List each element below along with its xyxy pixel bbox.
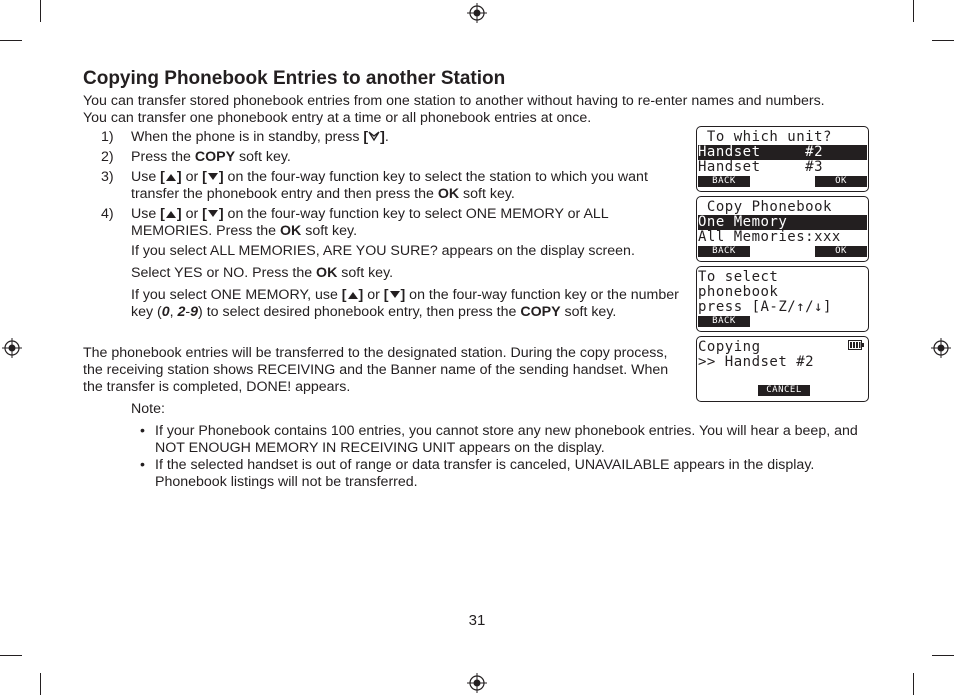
step-text: soft key. — [459, 186, 515, 202]
step-text: soft key. — [560, 304, 617, 320]
ok-softkey[interactable]: OK — [815, 176, 867, 187]
lcd-line: phonebook — [698, 284, 779, 300]
step-text: Use — [131, 206, 161, 222]
number-key-2: 2 — [177, 304, 186, 320]
step-text: on the four-way function key to select the station to which you want transfer the phonebook entry and then press the — [131, 169, 648, 202]
registration-mark-icon — [931, 338, 951, 358]
bracket: ] — [176, 206, 182, 222]
registration-mark-icon — [467, 3, 487, 23]
crop-mark — [0, 40, 22, 41]
step-text: or — [363, 287, 384, 303]
back-softkey[interactable]: BACK — [698, 246, 750, 257]
lcd-line: To select — [698, 269, 779, 285]
bracket: ] — [380, 129, 385, 145]
transfer-paragraph: The phonebook entries will be transferred to the designated station. During the copy process, the receiving station shows RECEIVING and the Banner name of the sending handset. When the transfer is completed, DONE! appears. — [83, 345, 669, 395]
step-text: Select YES or NO. Press the — [131, 265, 317, 281]
ok-key-label: OK — [437, 186, 460, 202]
crop-mark — [932, 40, 954, 41]
step-text: . — [384, 129, 389, 145]
lcd-line: >> Handset #2 — [698, 354, 815, 370]
bracket: ] — [218, 206, 224, 222]
number-key-9: 9 — [190, 304, 199, 320]
note-label: Note: — [131, 401, 165, 417]
bullet: • — [140, 423, 145, 439]
bracket: ] — [218, 169, 224, 185]
step-2 — [83, 149, 683, 166]
up-arrow-icon — [165, 172, 177, 182]
lcd-line-selected: Handset #2 — [698, 145, 867, 160]
bracket: [ — [363, 129, 369, 145]
page-title: Copying Phonebook Entries to another Station — [83, 68, 506, 89]
bracket: [ — [383, 287, 389, 303]
lcd-line: To which unit? — [698, 129, 832, 145]
step-text: on the four-way function key to select ONE MEMORY or ALL MEMORIES. Press the — [131, 206, 609, 239]
step-text: soft key. — [301, 223, 358, 239]
crop-mark — [0, 655, 22, 656]
step-text: Press the — [131, 149, 195, 165]
lcd-screen-copying — [696, 336, 869, 402]
sub-paragraph-select-yes-no — [131, 265, 683, 282]
step-number: 4) — [101, 206, 114, 222]
registration-mark-icon — [2, 338, 22, 358]
phonebook-key-icon — [368, 130, 380, 142]
bracket: [ — [202, 169, 207, 185]
note-text: If the selected handset is out of range or data transfer is canceled, UNAVAILABLE appears in the display. Phonebook listings will not be transferred. — [155, 457, 815, 490]
bracket: [ — [160, 169, 165, 185]
number-key-0: 0 — [161, 304, 170, 320]
bracket: ] — [358, 287, 364, 303]
step-text: or — [181, 169, 203, 185]
note-item — [131, 457, 871, 491]
back-softkey[interactable]: BACK — [698, 176, 750, 187]
notes-list — [131, 423, 871, 491]
crop-mark — [40, 0, 41, 22]
bracket: ] — [176, 169, 182, 185]
lcd-line: All Memories:xxx — [698, 229, 841, 245]
crop-mark — [913, 673, 914, 695]
softkey-bar — [698, 176, 867, 187]
crop-mark — [932, 655, 954, 656]
back-softkey[interactable]: BACK — [698, 316, 750, 327]
bracket: ] — [400, 287, 406, 303]
lcd-line-selected: One Memory — [698, 215, 867, 230]
down-arrow-icon — [207, 209, 219, 219]
ok-key-label: OK — [280, 223, 302, 239]
steps-list — [83, 129, 683, 326]
step-text: ) to select desired phonebook entry, then press the — [198, 304, 521, 320]
step-text: When the phone is in standby, press — [131, 129, 364, 145]
bracket: [ — [202, 206, 207, 222]
up-arrow-icon — [165, 209, 177, 219]
step-text: - — [185, 304, 191, 320]
step-text: , — [169, 304, 178, 320]
step-text: Use — [131, 169, 161, 185]
registration-mark-icon — [467, 673, 487, 693]
down-arrow-icon — [207, 172, 219, 182]
sub-paragraph-one-memory — [131, 287, 683, 321]
cancel-softkey[interactable]: CANCEL — [758, 385, 810, 396]
bullet: • — [140, 457, 145, 473]
softkey-bar — [698, 316, 867, 327]
step-text: soft key. — [337, 265, 394, 281]
copy-key-label: COPY — [194, 149, 236, 165]
copy-key-label: COPY — [520, 304, 561, 320]
battery-icon — [848, 340, 864, 350]
note-text: If your Phonebook contains 100 entries, you cannot store any new phonebook entries. You will hear a beep, and NOT ENOUGH MEMORY IN RECEIVING UNIT appears on the display. — [155, 423, 858, 456]
lcd-line: press [A-Z/↑/↓] — [698, 299, 832, 315]
bracket: [ — [341, 287, 347, 303]
page-number: 31 — [468, 612, 486, 629]
note-item — [131, 423, 871, 457]
softkey-bar — [698, 385, 867, 396]
lcd-screen-to-select — [696, 266, 869, 332]
softkey-bar — [698, 246, 867, 257]
down-arrow-icon — [389, 290, 401, 300]
step-text: soft key. — [235, 149, 291, 165]
step-text: If you select ONE MEMORY, use — [131, 287, 342, 303]
lcd-screen-copy-phonebook — [696, 196, 869, 262]
step-3 — [83, 169, 683, 203]
crop-mark — [913, 0, 914, 22]
step-number: 2) — [101, 149, 114, 165]
lcd-screen-to-which-unit — [696, 126, 869, 192]
ok-key-label: OK — [316, 265, 338, 281]
lcd-line: Copy Phonebook — [698, 199, 832, 215]
up-arrow-icon — [347, 290, 359, 300]
step-text: or — [181, 206, 203, 222]
bracket: [ — [160, 206, 165, 222]
step-number: 3) — [101, 169, 114, 185]
lcd-line: Handset #3 — [698, 159, 824, 175]
crop-mark — [40, 673, 41, 695]
step-1 — [83, 129, 683, 146]
intro-paragraph: You can transfer stored phonebook entries from one station to another without having to re-enter names and numbers. You can transfer one phonebook entry at a time or all phonebook entries at once. — [83, 93, 825, 126]
lcd-line: Copying — [698, 339, 761, 355]
sub-paragraph-all-memories: If you select ALL MEMORIES, ARE YOU SURE? appears on the display screen. — [131, 243, 635, 259]
step-text: on the four-way function key or the number key ( — [131, 287, 679, 320]
step-number: 1) — [101, 129, 114, 145]
ok-softkey[interactable]: OK — [815, 246, 867, 257]
step-4 — [83, 206, 683, 240]
